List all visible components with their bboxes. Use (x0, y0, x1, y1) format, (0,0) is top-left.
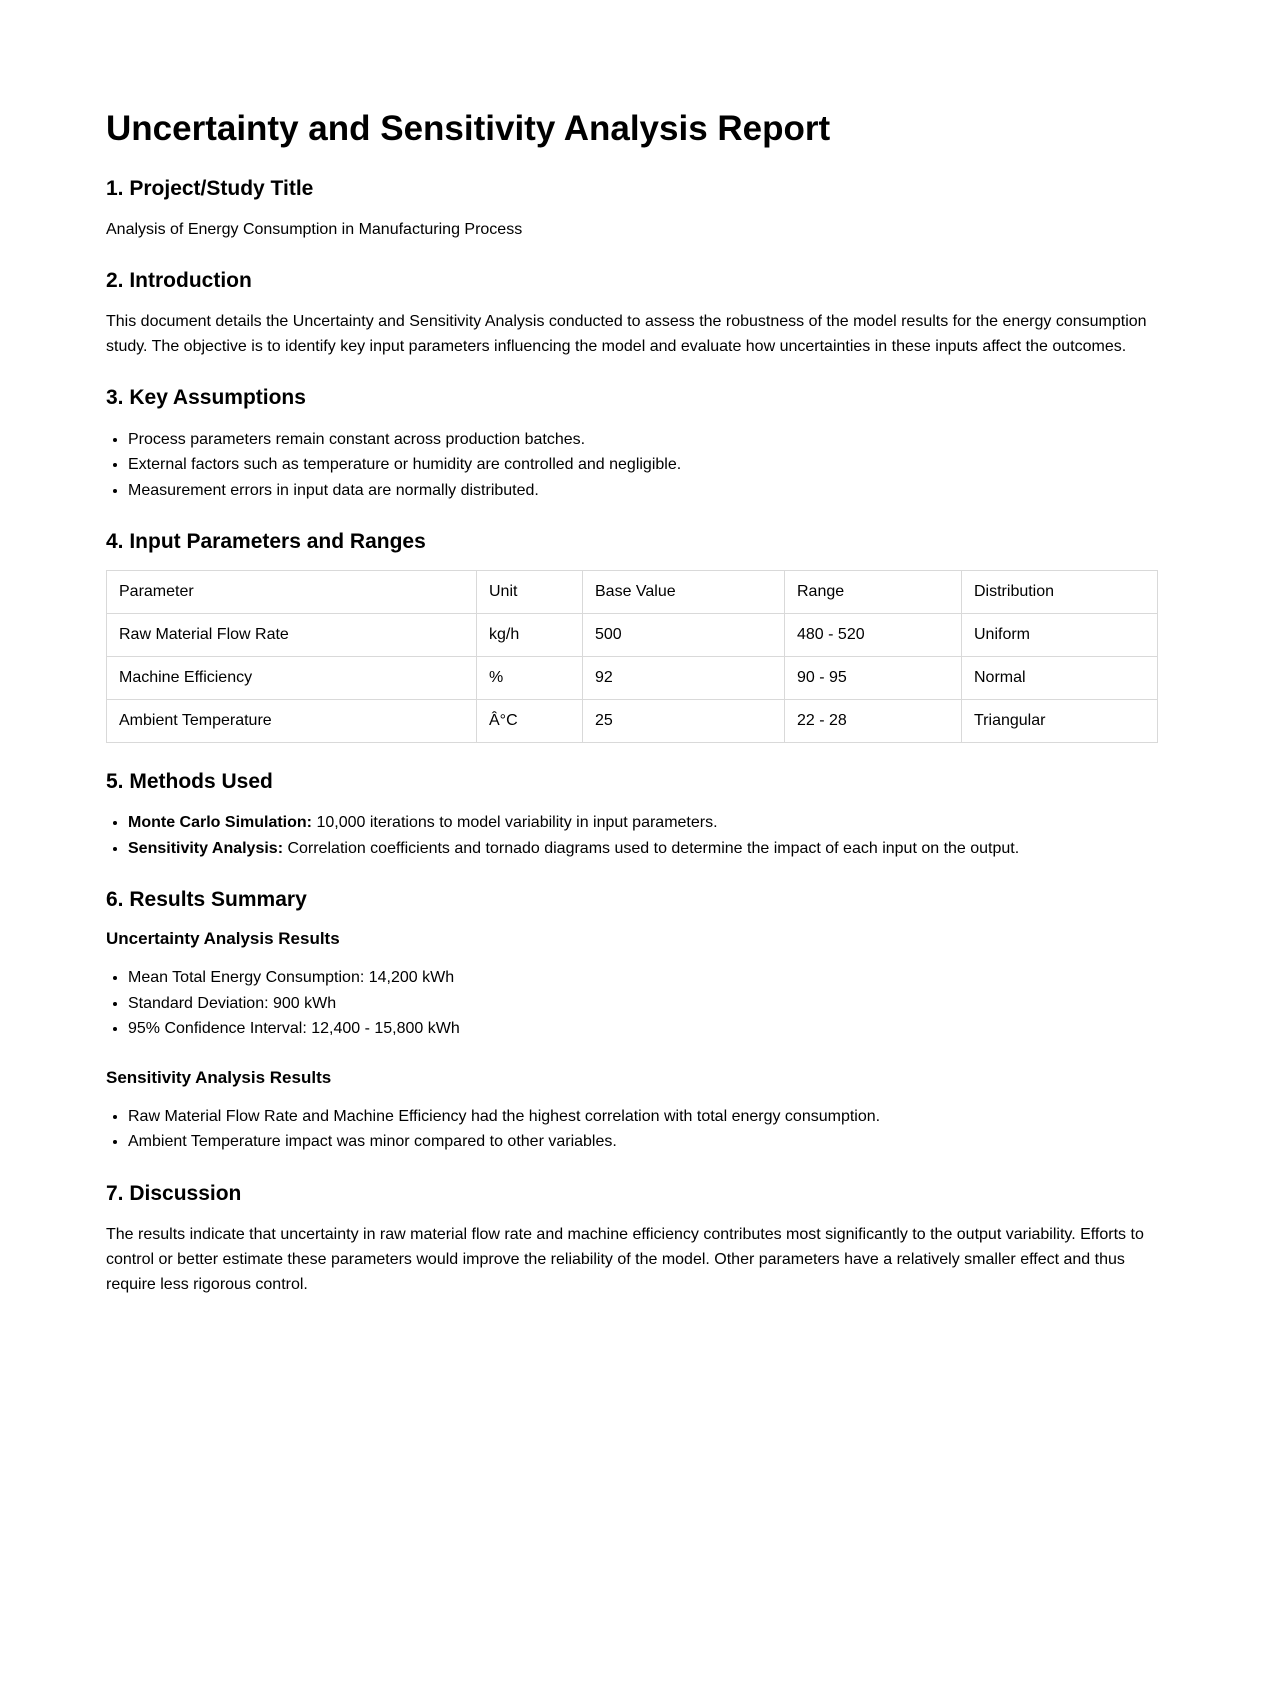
inputs-heading: 4. Input Parameters and Ranges (106, 530, 426, 554)
sensitivity-results-heading: Sensitivity Analysis Results (106, 1067, 332, 1087)
table-cell: Normal (962, 657, 1158, 700)
table-row (107, 657, 1158, 700)
list-item: • Standard Deviation: 900 kWh (128, 991, 1157, 1017)
introduction-heading: 2. Introduction (106, 269, 252, 293)
table-row (107, 614, 1158, 657)
method-label: Sensitivity Analysis: (128, 839, 284, 857)
list-item: • Mean Total Energy Consumption: 14,200 kWh (128, 965, 1157, 991)
assumptions-heading: 3. Key Assumptions (106, 386, 306, 410)
table-cell: kg/h (477, 614, 583, 657)
table-cell: Â°C (477, 700, 583, 743)
table-cell: % (477, 657, 583, 700)
method-text: Correlation coefficients and tornado diagrams used to determine the impact of each input on the output. (283, 839, 1020, 857)
assumptions-list (106, 427, 1157, 504)
column-header: Base Value (583, 571, 785, 614)
list-item: • External factors such as temperature or humidity are controlled and negligible. (128, 452, 1157, 478)
list-item: • Measurement errors in input data are normally distributed. (128, 478, 1157, 504)
methods-list (106, 810, 1157, 861)
list-item (128, 836, 1157, 862)
table-cell: Raw Material Flow Rate (107, 614, 477, 657)
table-cell: 25 (583, 700, 785, 743)
table-cell: Machine Efficiency (107, 657, 477, 700)
table-row (107, 700, 1158, 743)
method-text: 10,000 iterations to model variability in input parameters. (312, 814, 718, 832)
report-title: Uncertainty and Sensitivity Analysis Report (106, 109, 831, 148)
list-item: • Process parameters remain constant across production batches. (128, 427, 1157, 453)
column-header: Range (785, 571, 962, 614)
table-cell: 90 - 95 (785, 657, 962, 700)
sensitivity-results-list (106, 1104, 1157, 1155)
input-parameters-table (106, 570, 1158, 743)
table-cell: 22 - 28 (785, 700, 962, 743)
table-cell: Uniform (962, 614, 1158, 657)
uncertainty-results-list (106, 965, 1157, 1042)
table-header-row (107, 571, 1158, 614)
method-label: Monte Carlo Simulation: (128, 814, 312, 832)
table-cell: 480 - 520 (785, 614, 962, 657)
introduction-text: This document details the Uncertainty and Sensitivity Analysis conducted to assess the robustness of the model results for the energy consumption study. The objective is to identify key input parameters influencing the model and evaluate how uncertainties in these inputs affect the outcomes. (106, 313, 1147, 356)
list-item: • 95% Confidence Interval: 12,400 - 15,800 kWh (128, 1016, 1157, 1042)
results-heading: 6. Results Summary (106, 888, 307, 912)
column-header: Parameter (107, 571, 477, 614)
list-item (128, 810, 1157, 836)
uncertainty-results-heading: Uncertainty Analysis Results (106, 928, 340, 948)
table-cell: Triangular (962, 700, 1158, 743)
list-item: • Raw Material Flow Rate and Machine Efficiency had the highest correlation with total energy consumption. (128, 1104, 1157, 1130)
project-heading: 1. Project/Study Title (106, 177, 314, 200)
column-header: Distribution (962, 571, 1158, 614)
list-item: • Ambient Temperature impact was minor compared to other variables. (128, 1129, 1157, 1155)
table-cell: 92 (583, 657, 785, 700)
discussion-heading: 7. Discussion (106, 1181, 242, 1205)
column-header: Unit (477, 571, 583, 614)
table-cell: Ambient Temperature (107, 700, 477, 743)
methods-heading: 5. Methods Used (106, 770, 273, 794)
table-cell: 500 (583, 614, 785, 657)
project-title-text: Analysis of Energy Consumption in Manufacturing Process (106, 221, 523, 239)
discussion-text: The results indicate that uncertainty in raw material flow rate and machine efficiency contributes most significantly to the output variability. Efforts to control or better estimate these parameters would improve the reliability of the model. Other parameters have a relatively smaller effect and thus require less rigorous control. (106, 1226, 1144, 1294)
